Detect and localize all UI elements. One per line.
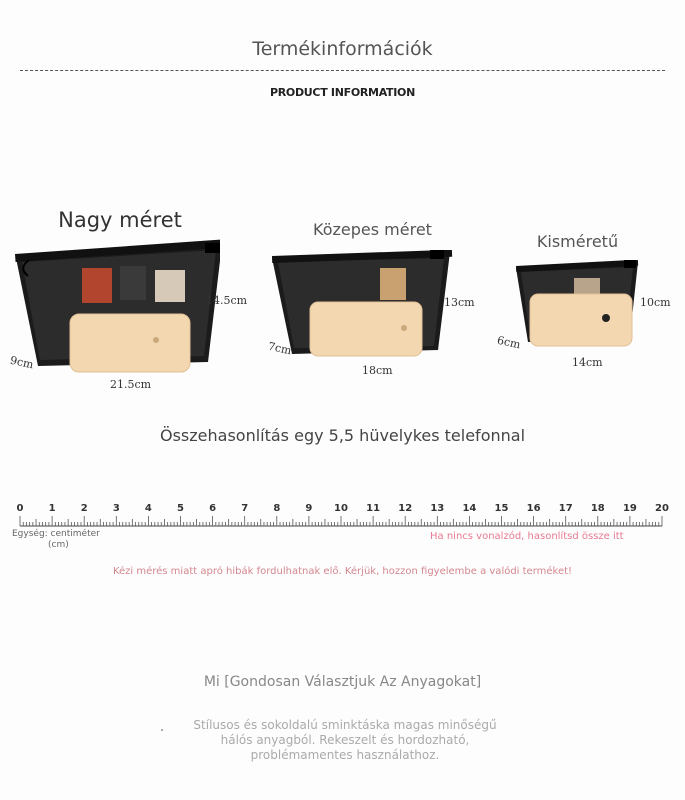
ruler-label: 18 bbox=[590, 503, 605, 514]
ruler-note: Ha nincs vonalzód, hasonlítsd össze itt bbox=[430, 531, 624, 542]
ruler-label: 1 bbox=[48, 503, 56, 514]
ruler-label: 14 bbox=[462, 503, 477, 514]
large-height: 14.5cm bbox=[206, 294, 248, 307]
ruler-label: 19 bbox=[622, 503, 637, 514]
ruler-label: 13 bbox=[430, 503, 445, 514]
materials-line: hálós anyagból. Rekeszelt és hordozható, bbox=[220, 733, 470, 747]
ruler-label: 9 bbox=[305, 503, 313, 514]
decorative-dot bbox=[161, 729, 163, 731]
small-bag-image bbox=[514, 260, 642, 354]
large-width: 21.5cm bbox=[110, 378, 152, 391]
ruler-unit-line2: (cm) bbox=[48, 540, 69, 550]
medium-width: 18cm bbox=[362, 364, 393, 377]
disclaimer: Kézi mérés miatt apró hibák fordulhatnak elő. Kérjük, hozzon figyelembe a valódi terméket! bbox=[112, 566, 573, 577]
ruler-unit bbox=[12, 529, 100, 551]
large-bag-image bbox=[10, 238, 220, 378]
ruler-label: 20 bbox=[655, 503, 669, 514]
small-depth: 6cm bbox=[495, 333, 522, 352]
comparison-text: Összehasonlítás egy 5,5 hüvelykes telefonnal bbox=[159, 426, 526, 445]
medium-bag-image bbox=[270, 250, 460, 368]
ruler-label: 15 bbox=[494, 503, 509, 514]
medium-height: 13cm bbox=[444, 296, 475, 309]
ruler-label: 6 bbox=[209, 503, 217, 514]
small-width: 14cm bbox=[572, 356, 603, 369]
ruler bbox=[14, 500, 674, 530]
ruler-label: 16 bbox=[526, 503, 541, 514]
ruler-label: 5 bbox=[177, 503, 184, 514]
ruler-label: 4 bbox=[144, 503, 152, 514]
large-depth: 9cm bbox=[8, 353, 35, 372]
ruler-label: 12 bbox=[398, 503, 413, 514]
page-subtitle: PRODUCT INFORMATION bbox=[269, 86, 416, 99]
ruler-label: 8 bbox=[273, 503, 281, 514]
medium-depth: 7cm bbox=[266, 339, 293, 358]
ruler-label: 3 bbox=[112, 503, 120, 514]
ruler-label: 2 bbox=[80, 503, 88, 514]
size-label-medium: Közepes méret bbox=[313, 220, 432, 239]
ruler-label: 11 bbox=[366, 503, 381, 514]
size-label-large: Nagy méret bbox=[58, 208, 182, 232]
small-height: 10cm bbox=[640, 296, 671, 309]
ruler-label: 7 bbox=[241, 503, 249, 514]
materials-title: Mi [Gondosan Választjuk Az Anyagokat] bbox=[203, 674, 482, 690]
ruler-label: 0 bbox=[16, 503, 24, 514]
ruler-label: 17 bbox=[558, 503, 573, 514]
materials-line: problémamentes használathoz. bbox=[250, 748, 440, 762]
title-divider bbox=[20, 70, 665, 71]
materials-text bbox=[180, 718, 510, 763]
ruler-label: 10 bbox=[334, 503, 348, 514]
ruler-unit-line1: Egység: centiméter bbox=[12, 529, 100, 539]
size-label-small: Kisméretű bbox=[536, 232, 619, 251]
page-title: Termékinformációk bbox=[252, 38, 433, 60]
materials-line: Stílusos és sokoldalú sminktáska magas minőségű bbox=[193, 718, 497, 732]
